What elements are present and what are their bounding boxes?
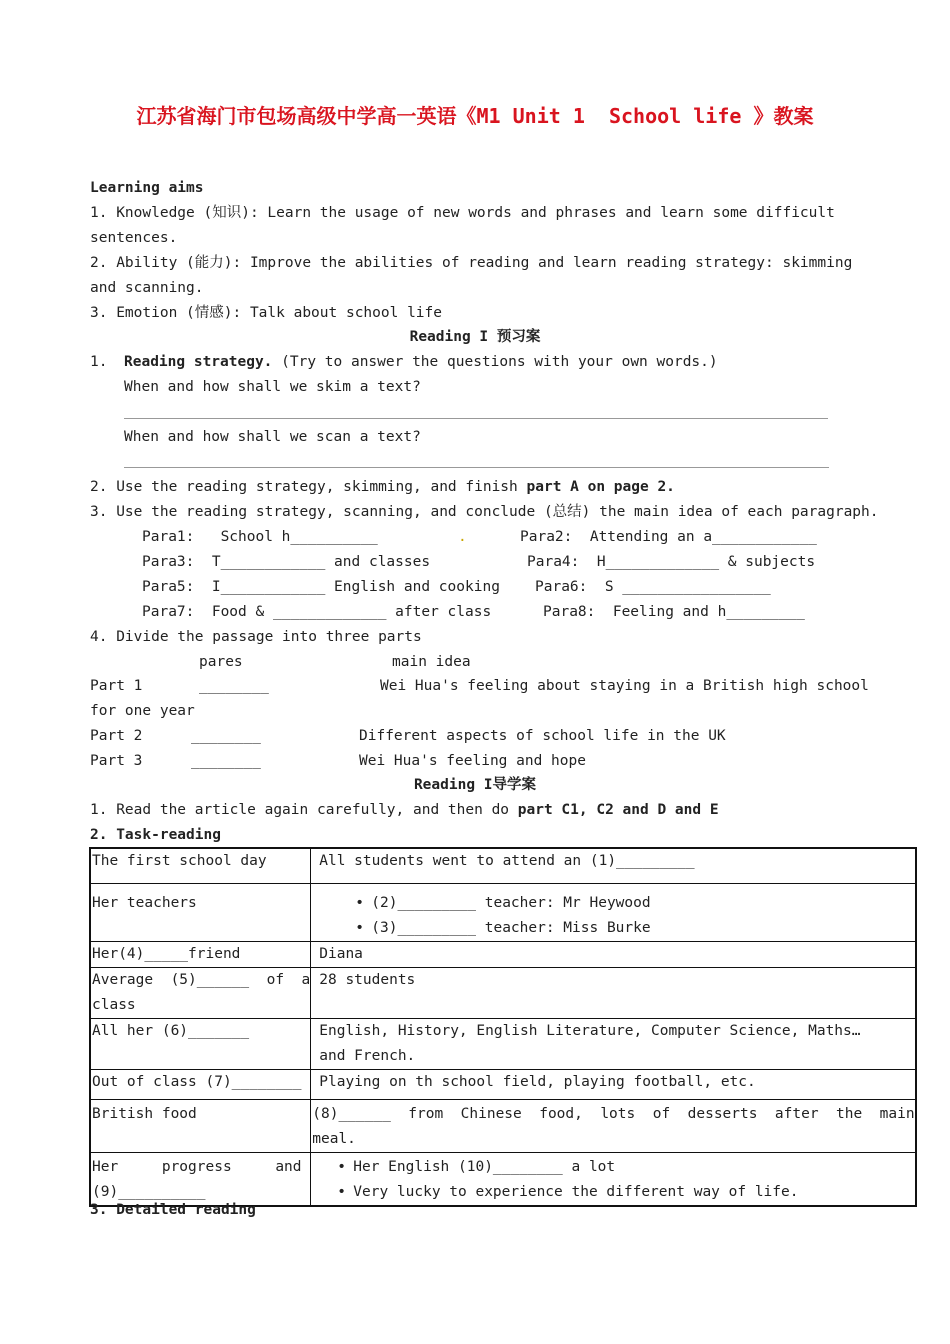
para5-blank: Para5: I____________ English and cooking <box>142 579 500 595</box>
table-row <box>90 941 916 967</box>
table-row <box>90 967 916 1018</box>
part1-idea: Wei Hua's feeling about staying in a British high school <box>380 678 869 694</box>
cell-line: meal. <box>312 1130 356 1147</box>
part3-label: Part 3 <box>90 753 143 769</box>
part2-idea: Different aspects of school life in the UK <box>359 728 726 744</box>
table-cell <box>311 1152 916 1206</box>
table-row <box>90 848 916 883</box>
aim-ability-line1: 2. Ability (能力): Improve the abilities of reading and learn reading strategy: skimming <box>90 255 853 271</box>
para3-blank: Para3: T____________ and classes <box>142 554 431 570</box>
para1-blank: Para1: School h__________ <box>142 529 378 545</box>
table-cell: British food <box>90 1099 311 1152</box>
reading1-preview-heading: Reading I 预习案 <box>409 329 541 345</box>
part1-idea-cont: for one year <box>90 703 195 719</box>
table-row <box>90 1018 916 1069</box>
table-row <box>90 1152 916 1206</box>
aim-knowledge-line1: 1. Knowledge (知识): Learn the usage of new words and phrases and learn some difficult <box>90 205 835 221</box>
cell-line: Her progress and <box>92 1158 302 1175</box>
para8-blank: Para8: Feeling and h_________ <box>543 604 805 620</box>
cell-line: Average (5)______ of a <box>92 971 311 988</box>
para7-blank: Para7: Food & _____________ after class <box>142 604 492 620</box>
list-item: • Her English (10)________ a lot <box>353 1155 914 1180</box>
part3-blank: ________ <box>191 753 261 769</box>
table-cell: Her teachers <box>90 883 311 941</box>
step2-bold: part A on page 2. <box>526 479 675 495</box>
cell-line: and French. <box>319 1047 416 1064</box>
step1-bold: Reading strategy. <box>124 354 273 370</box>
scan-answer-line[interactable] <box>124 467 829 468</box>
table-row <box>90 1099 916 1152</box>
cell-line: class <box>92 996 136 1013</box>
skim-question: When and how shall we skim a text? <box>124 379 421 395</box>
part1-blank: ________ <box>199 678 269 694</box>
scan-question: When and how shall we scan a text? <box>124 429 421 445</box>
table-cell <box>90 967 311 1018</box>
guide-step1-text: 1. Read the article again carefully, and then do <box>90 802 518 818</box>
table-cell: All students went to attend an (1)_________ <box>311 848 916 883</box>
step2-instruction <box>90 478 675 496</box>
part1-label: Part 1 <box>90 678 143 694</box>
step1-rest: (Try to answer the questions with your own words.) <box>272 354 718 370</box>
cell-line: (9)__________ <box>92 1183 206 1200</box>
detailed-reading-heading: 3. Detailed reading <box>90 1202 256 1218</box>
table-cell <box>311 883 916 941</box>
step3-instruction: 3. Use the reading strategy, scanning, and conclude (总结) the main idea of each paragraph. <box>90 504 879 520</box>
table-cell: Out of class (7)________ <box>90 1069 311 1099</box>
learning-aims-heading: Learning aims <box>90 180 204 196</box>
cell-line: (8)______ from Chinese food, lots of desserts after the main <box>312 1105 915 1122</box>
main-idea-col-header: main idea <box>392 654 471 670</box>
part2-label: Part 2 <box>90 728 143 744</box>
table-cell <box>311 1018 916 1069</box>
table-row <box>90 883 916 941</box>
parts-col-header: pares <box>199 654 243 670</box>
para-dot: . <box>458 529 467 545</box>
step2-text: 2. Use the reading strategy, skimming, and finish <box>90 479 527 495</box>
step1-number: 1. <box>90 354 108 370</box>
list-item: • (2)_________ teacher: Mr Heywood <box>371 891 914 916</box>
table-cell: Playing on th school field, playing football, etc. <box>311 1069 916 1099</box>
table-cell: 28 students <box>311 967 916 1018</box>
aim-knowledge-line2: sentences. <box>90 230 178 246</box>
skim-answer-line[interactable] <box>124 418 828 419</box>
table-cell: Diana <box>311 941 916 967</box>
task-reading-table <box>89 847 917 1207</box>
guide-step1-bold: part C1, C2 and D and E <box>517 802 719 818</box>
para4-blank: Para4: H_____________ & subjects <box>527 554 816 570</box>
table-row <box>90 1069 916 1099</box>
aim-ability-line2: and scanning. <box>90 280 204 296</box>
reading1-guide-heading: Reading I导学案 <box>413 777 537 793</box>
aim-emotion: 3. Emotion (情感): Talk about school life <box>90 305 443 321</box>
table-cell <box>90 1152 311 1206</box>
para2-blank: Para2: Attending an a____________ <box>520 529 817 545</box>
part3-idea: Wei Hua's feeling and hope <box>359 753 586 769</box>
table-cell <box>311 1099 916 1152</box>
para6-blank: Para6: S _________________ <box>535 579 771 595</box>
cell-line: English, History, English Literature, Computer Science, Maths… <box>319 1022 861 1039</box>
document-title: 江苏省海门市包场高级中学高一英语《M1 Unit 1 School life 》教案 <box>136 104 814 128</box>
list-item: • Very lucky to experience the different way of life. <box>353 1180 914 1205</box>
table-cell: All her (6)_______ <box>90 1018 311 1069</box>
part2-blank: ________ <box>191 728 261 744</box>
step4-instruction: 4. Divide the passage into three parts <box>90 629 422 645</box>
table-cell: The first school day <box>90 848 311 883</box>
table-cell: Her(4)_____friend <box>90 941 311 967</box>
step1-instruction <box>124 353 718 371</box>
list-item: • (3)_________ teacher: Miss Burke <box>371 916 914 941</box>
task-reading-heading: 2. Task-reading <box>90 827 221 843</box>
guide-step1 <box>90 801 719 819</box>
